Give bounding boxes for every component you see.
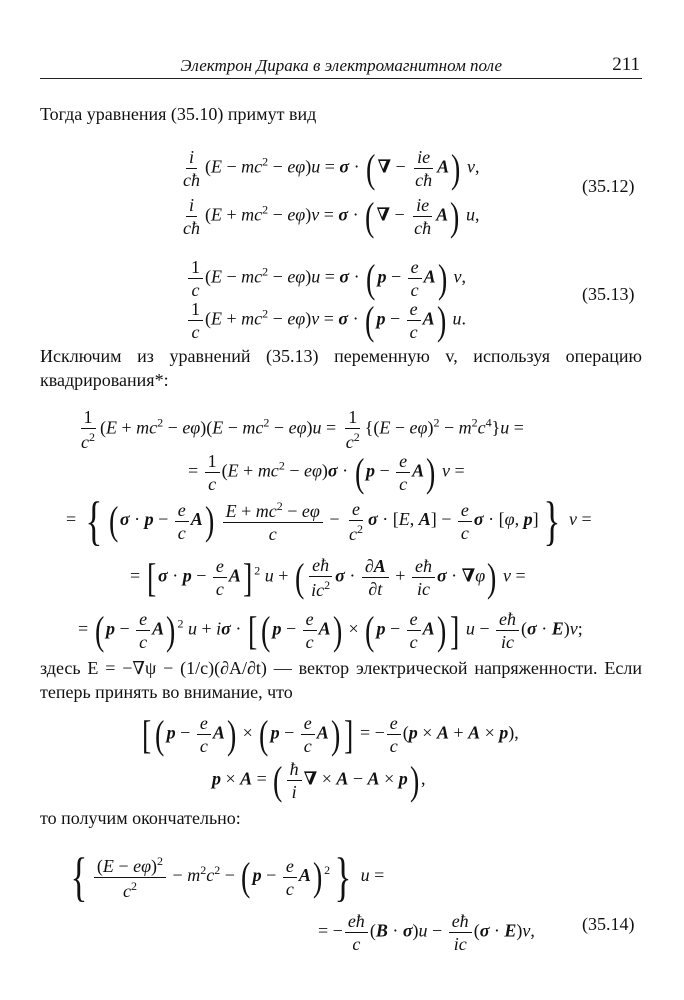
identity-line1: [( p − $\frac{e}{c}$ A) × ( p − $\frac{e}{c}$ A)] = − $\frac{e}{c}$ (p × A + A × p), [141,711,519,757]
final-equation-line2: = − $\frac{eħ}{c}$ (B · σ)u − $\frac{eħ}{ic}$ (σ · E)v, [318,911,535,954]
eq-number-35-12: (35.12) [582,176,635,196]
page-number: 211 [612,54,640,75]
eliminate-text: Исключим из уравнений (35.13) переменную v, используя операцию квадрирования*: [40,346,642,390]
derivation-line3: = { ( σ · p − $\frac{e}{c}$ A) $\frac{E + mc^2 - e\varphi}{c}$ − $\frac{e}{c^2}$ σ · [E, A] − $\frac{e}{c}$ σ · [φ, p]} v = [66,491,592,551]
running-title: Электрон Дирака в электромагнитном поле [180,56,502,75]
derivation-line5: = ( p − $\frac{e}{c}$ A) $^2$ u + iσ · [( p − $\frac{e}{c}$ A) × ( p − $\frac{e}{c}$ A)] u − $\frac{eħ}{ic}$ (σ · E)v; [78,607,583,653]
eq-number-35-13: (35.13) [582,284,635,304]
final-equation-line1: { $\frac{(E - e\varphi)^2}{c^2}$ − $m^2c^2$ − ( p − $\frac{e}{c}$ A) $^2$} u = [70,847,385,907]
equation-35-13-line1: $\frac{1}{c}$ $(E - mc^2 - e\varphi)u = \sigma$ · ( p − $\frac{e}{c}$ A) v, [186,258,466,299]
eq-number-35-14: (35.14) [582,914,635,934]
derivation-line4: = [ σ · p − $\frac{e}{c}$ A] $^2$ u + ( $\frac{eħ}{ic^2}$ σ · $\frac{\partial A}{\partial t}$ + $\frac{eħ}{ic}$ σ · ∇φ) v = [130,554,526,600]
equation-35-13-line2: $\frac{1}{c}$ $(E + mc^2 - e\varphi)v = \sigma$ · ( p − $\frac{e}{c}$ A) u. [186,300,466,341]
derivation-line2: = $\frac{1}{c}$ $(E + mc^2 - e\varphi)\sigma$ · ( p − $\frac{e}{c}$ A) v = [188,449,465,495]
final-text: то получим окончательно: [40,808,241,828]
equation-35-12-line1: $\frac{i}{cħ}$ $(E - mc^2 - e\varphi)u = \sigma$ · ( ∇ − $\frac{ie}{cħ}$ A) v, [183,145,480,191]
field-definition-text: здесь E = −∇ψ − (1/c)(∂A/∂t) — вектор электрической напряженности. Если теперь принять во внимание, что [40,658,642,702]
equation-35-12-line2: $\frac{i}{cħ}$ $(E + mc^2 - e\varphi)v = \sigma$ · ( ∇ − $\frac{ie}{cħ}$ A) u, [183,193,480,239]
running-header [40,52,642,79]
intro-text: Тогда уравнения (35.10) примут вид [40,104,317,124]
derivation-line1: $\frac{1}{c^2}$ $(E + mc^2 - e\varphi)(E - mc^2 - e\varphi)u$ = $\frac{1}{c^2}$ $\{(E - e\varphi)^2 - m^2c^4\}u$ = [81,407,524,452]
identity-line2: p × A = ( $\frac{ħ}{i}$ ∇ × A − A × p) , [212,757,426,803]
